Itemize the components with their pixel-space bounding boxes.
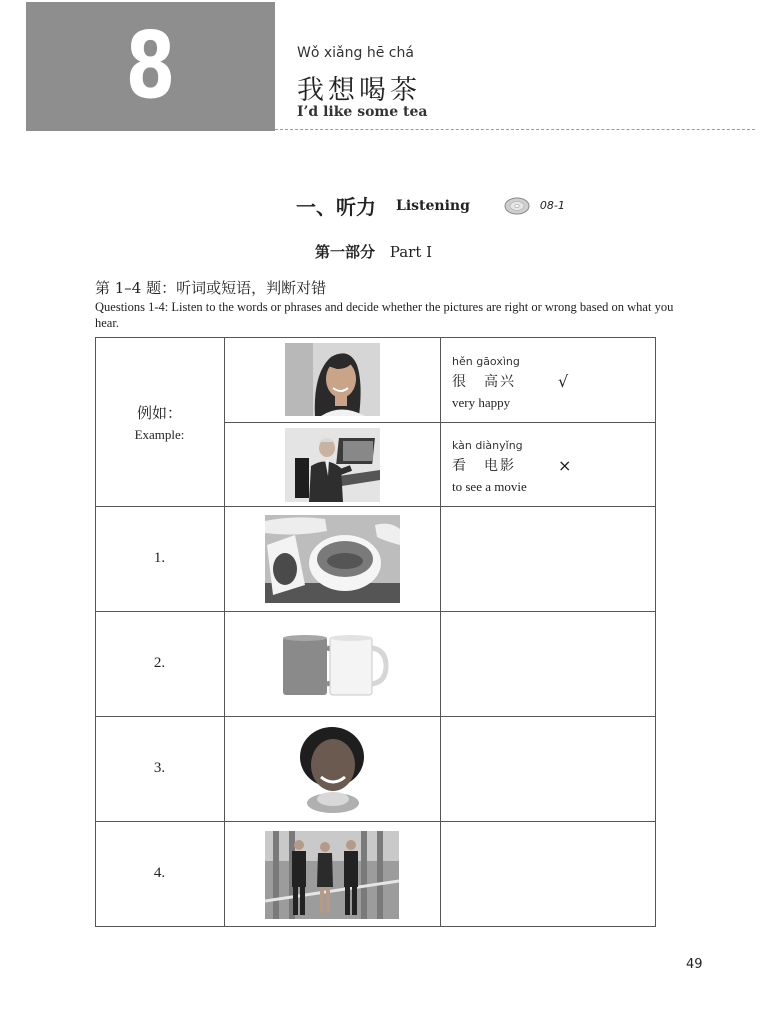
two-mugs-photo [278, 634, 393, 699]
part-title-chinese: 第一部分 [315, 243, 376, 261]
table-border [655, 337, 656, 927]
example-pinyin: hěn gāoxìng [452, 355, 520, 368]
question-number: 4. [153, 865, 166, 881]
part-heading [315, 241, 432, 262]
lesson-title-pinyin: Wǒ xiǎng hē chá [297, 45, 414, 61]
header-divider [275, 129, 755, 130]
table-rule [95, 716, 656, 717]
question-number: 3. [153, 760, 166, 776]
question-number: 1. [153, 550, 166, 566]
example-english: very happy [452, 395, 511, 410]
example-pinyin: kàn diànyǐng [452, 439, 523, 452]
woman-eating-photo [295, 725, 370, 814]
table-rule [440, 337, 441, 927]
man-at-computer-photo [285, 428, 380, 502]
chapter-number: 8 [125, 12, 176, 119]
example-word-2 [452, 439, 527, 495]
section-title-english: Listening [396, 197, 470, 214]
three-businesspeople-photo [265, 831, 399, 919]
example-label-chinese: 例如： [136, 404, 182, 422]
table-rule [95, 821, 656, 822]
table-rule [95, 611, 656, 612]
cd-icon [504, 196, 530, 216]
example-english: to see a movie [452, 479, 527, 494]
table-border [95, 926, 656, 927]
exercise-table [95, 337, 656, 927]
tea-cup-and-leaves-photo [265, 515, 400, 603]
page-number: 49 [686, 957, 703, 972]
example-chinese: 看 电影 [452, 458, 516, 474]
part-title-english: Part Ⅰ [389, 243, 433, 261]
smiling-woman-photo [285, 343, 380, 416]
question-number: 2. [153, 655, 166, 671]
table-rule [224, 337, 225, 927]
table-border [95, 337, 96, 927]
lesson-title-english: I’d like some tea [297, 104, 428, 120]
cross-mark: × [558, 456, 572, 475]
instructions-english: Questions 1-4: Listen to the words or phrases and decide whether the pictures are right or wrong based on what you hear. [95, 300, 674, 330]
chapter-number-box [26, 2, 275, 131]
audio-track-number: 08-1 [539, 199, 565, 212]
table-border [95, 337, 656, 338]
example-chinese: 很 高兴 [452, 374, 516, 390]
section-title-chinese: 一、听力 [296, 195, 376, 219]
lesson-title-chinese: 我想喝茶 [297, 75, 421, 106]
example-word-1 [452, 355, 520, 411]
check-mark: √ [558, 372, 569, 391]
section-heading [296, 191, 565, 220]
instructions-chinese: 第 1–4 题：听词或短语，判断对错 [95, 279, 327, 297]
table-rule [95, 506, 656, 507]
example-label-english: Example: [134, 427, 185, 442]
